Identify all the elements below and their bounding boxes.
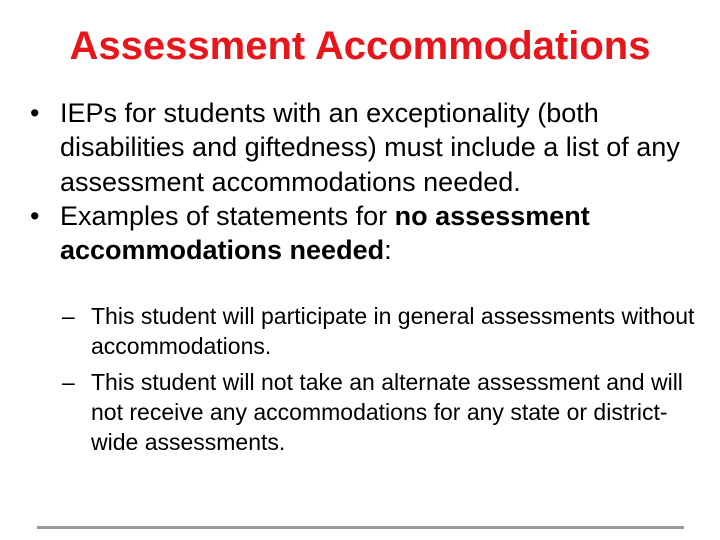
- dash-marker: –: [62, 369, 75, 396]
- sub-bullet-item: [62, 302, 712, 361]
- sub-bullet-text: This student will participate in general assessments without accommodations.: [91, 303, 695, 359]
- dash-marker: –: [62, 303, 75, 329]
- sub-bullet-item: [62, 368, 712, 457]
- sub-bullet-text: This student will not take an alternate assessment and will not receive any accommodations for any state or district-wide assessments.: [91, 369, 683, 455]
- bottom-divider: [37, 526, 684, 529]
- bullet-text: IEPs for students with an exceptionality (both disabilities and giftedness) must include a list of any assessment accommodations needed.: [60, 98, 680, 197]
- slide-title: Assessment Accommodations: [69, 24, 651, 68]
- bullet-emphasis-text: no assessment accommodations needed: [60, 200, 590, 266]
- sub-bullet-list: [62, 302, 712, 457]
- bullet-marker: •: [30, 200, 40, 231]
- bullet-text: Examples of statements for: [60, 200, 395, 231]
- bullet-text-end: :: [384, 235, 392, 266]
- bullet-list: [28, 96, 698, 267]
- bullet-item: [28, 199, 698, 268]
- bullet-item: [28, 96, 698, 199]
- bullet-marker: •: [30, 98, 40, 128]
